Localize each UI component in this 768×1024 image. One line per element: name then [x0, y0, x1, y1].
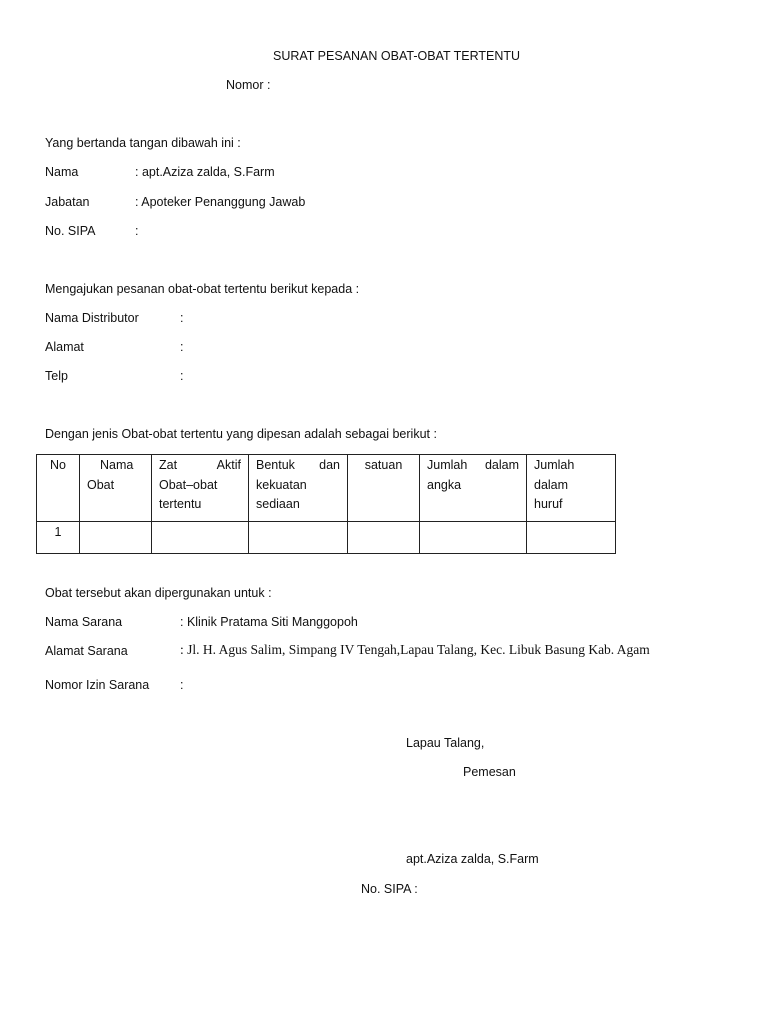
header-dosage-form-line2: kekuatan	[256, 477, 307, 492]
header-unit-text: satuan	[364, 458, 403, 472]
header-qty-words-line1: Jumlah	[534, 458, 575, 472]
facility-address-label: Alamat Sarana	[45, 644, 128, 658]
closing-place: Lapau Talang,	[406, 736, 485, 750]
signer-intro: Yang bertanda tangan dibawah ini :	[45, 136, 241, 150]
distributor-name-label: Nama Distributor	[45, 311, 139, 325]
cell-drug-name	[80, 522, 152, 554]
cell-no: 1	[37, 522, 80, 554]
document-number-label: Nomor :	[226, 78, 271, 92]
facility-license-label: Nomor Izin Sarana	[45, 678, 150, 692]
header-qty-number	[420, 455, 527, 522]
header-drug-name-line2: Obat	[87, 477, 115, 492]
signer-sipa-label: No. SIPA	[45, 224, 96, 238]
header-qty-number-line1: Jumlah dalam	[427, 458, 519, 472]
order-intro: Dengan jenis Obat-obat tertentu yang dipesan adalah sebagai berikut :	[45, 427, 437, 441]
cell-qty-number	[420, 522, 527, 554]
cell-active-substance	[152, 522, 249, 554]
distributor-address-label: Alamat	[45, 340, 84, 354]
header-dosage-form	[249, 455, 348, 522]
distributor-phone-label: Telp	[45, 369, 68, 383]
distributor-address-value: :	[180, 340, 184, 354]
header-active-substance-line2: Obat–obat	[159, 477, 218, 492]
table-row	[37, 522, 616, 554]
facility-name-label: Nama Sarana	[45, 615, 123, 629]
header-qty-number-line2: angka	[427, 477, 462, 492]
signer-position-label: Jabatan	[45, 195, 90, 209]
facility-license-value: :	[180, 678, 184, 692]
signer-name-value: : apt.Aziza zalda, S.Farm	[135, 165, 275, 179]
header-dosage-form-line1: Bentuk dan	[256, 458, 340, 472]
closing-signer-name: apt.Aziza zalda, S.Farm	[406, 852, 539, 866]
header-qty-words-line2: dalam	[534, 477, 569, 492]
facility-name-value: : Klinik Pratama Siti Manggopoh	[180, 615, 358, 629]
header-drug-name-line1: Nama	[100, 458, 134, 472]
distributor-phone-value: :	[180, 369, 184, 383]
header-drug-name	[80, 455, 152, 522]
signer-position-value: : Apoteker Penanggung Jawab	[135, 195, 306, 209]
header-dosage-form-line3: sediaan	[256, 497, 300, 511]
header-active-substance	[152, 455, 249, 522]
cell-dosage-form	[249, 522, 348, 554]
cell-unit	[348, 522, 420, 554]
cell-qty-words	[527, 522, 616, 554]
header-unit	[348, 455, 420, 522]
closing-sipa: No. SIPA :	[361, 882, 418, 896]
usage-intro: Obat tersebut akan dipergunakan untuk :	[45, 586, 272, 600]
document-title: SURAT PESANAN OBAT-OBAT TERTENTU	[273, 49, 521, 63]
header-no-text: No	[50, 458, 66, 472]
header-qty-words	[527, 455, 616, 522]
closing-role: Pemesan	[463, 765, 516, 779]
header-active-substance-line3: tertentu	[159, 497, 202, 511]
distributor-name-value: :	[180, 311, 184, 325]
table-header-row	[37, 455, 616, 522]
distributor-intro: Mengajukan pesanan obat-obat tertentu berikut kepada :	[45, 282, 360, 296]
header-qty-words-line3: huruf	[534, 497, 563, 511]
signer-sipa-value: :	[135, 224, 139, 238]
signer-name-label: Nama	[45, 165, 79, 179]
header-active-substance-line1: Zat Aktif	[159, 458, 241, 472]
order-table	[36, 454, 616, 554]
facility-address-value: : Jl. H. Agus Salim, Simpang IV Tengah,Lapau Talang, Kec. Libuk Basung Kab. Agam	[180, 642, 650, 657]
header-no	[37, 455, 80, 522]
